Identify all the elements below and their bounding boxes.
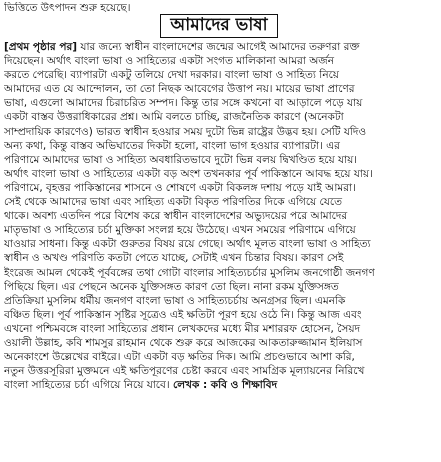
body-line: মাতৃভাষা ও সাহিত্যের চর্চা মুক্তিকা সংলগ্ন হয়ে উঠেছে। এখন সময়ের পরিণামে এগিয়ে (4, 224, 356, 237)
body-line: অর্থাৎ বাংলা ভাষা ও সাহিত্যের একটা বড় অংশ তখনকার পূর্ব পাকিস্তানে আবদ্ধ হয়ে যায়। (4, 167, 373, 180)
body-line (4, 378, 436, 392)
body-line: অন্য কথা, কিন্তু বাস্তব অভিঘাতের দিকটা হলো, বাংলা ভাগ হওয়ার ব্যাপারটা। এর (4, 139, 340, 152)
body-line: অনেকাংশে উল্লেখের বাইরে। এটা একটা বড় ক্ষতির দিক। আমি প্রচণ্ডভাবে আশা করি, (4, 351, 355, 364)
body-line: বঞ্চিত ছিল। পূর্ব পাকিস্তান সৃষ্টির সূত্রেও এই ক্ষতিটা পূরণ হয়ে ওঠে নি। কিন্তু আজ এবং (4, 308, 362, 321)
body-line: ভাষা, এগুলো আমাদের চিরাচরিত সম্পদ। কিন্তু তার সঙ্গে কখনো বা আড়ালে পড়ে যায় (4, 97, 363, 110)
body-line: সেই থেকে আমাদের ভাষা এবং সাহিত্য একটা বিকৃত পরিণতির দিকে এগিয়ে যেতে (4, 196, 342, 209)
author-byline: লেখক : কবি ও শিক্ষাবিদ (172, 379, 278, 392)
body-line: পরিণামে আমাদের ভাষা ও সাহিত্য অবধারিতভাবে দুটো ভিন্ন বলয় দ্বিখণ্ডিত হয়ে যায়। (4, 153, 358, 166)
body-line: এখনো পশ্চিমবঙ্গে বাংলা সাহিত্যের প্রধান লেখকদের মধ্যে মীর মশাররফ হোসেন, সৈয়দ (4, 322, 361, 335)
body-line: একটা বাস্তব উত্তরাধিকারের প্রশ্ন। আমি বলতে চাচ্ছি, রাজনৈতিক কারণে (অনেকটা (4, 111, 344, 124)
body-line: নতুন উত্তরসূরিরা মুক্তমনে এই ক্ষতিপূরণের চেষ্টা করবে এবং সামগ্রিক মূল্যায়নের নিরিখে (4, 365, 365, 378)
body-line: দিয়েছেন। অর্থাৎ বাংলা ভাষা ও সাহিত্যের একটা সংগত মালিকানা আমরা অর্জন (4, 55, 334, 68)
body-line: ইংরেজ আমল থেকেই পূর্ববঙ্গের তথা গোটা বাংলার সাহিত্যচর্চার মুসলিম জনগোষ্ঠী জনগণ (4, 266, 375, 279)
continuation-label: [প্রথম পৃষ্ঠার পর] (4, 41, 78, 53)
body-line: ওয়ালী উল্লাহ, কবি শামসুর রাহমান থেকে শুরু করে আজকের আকতারুজ্জামান ইলিয়াস (4, 336, 363, 349)
body-line: স্বাধীন ও অখণ্ড পরিণতি কতটা পেতে যাচ্ছে, সেটাই এখন চিন্তার বিষয়। কারণ সেই (4, 252, 344, 265)
body-line: প্রতিক্রিয়া মুসলিম ধর্মীয় জনগণ বাংলা ভাষা ও সাহিত্যচর্চায় অনগ্রসর ছিল। এমনকি (4, 294, 346, 307)
body-line: করতে পেরেছি। ব্যাপারটা একটু তলিয়ে দেখা দরকার। বাংলা ভাষা ও সাহিত্য নিয়ে (4, 69, 339, 82)
article-title (160, 14, 278, 38)
body-line (4, 40, 436, 54)
body-line: পিছিয়ে ছিল। এর পেছনে অনেক যুক্তিসঙ্গত কারণ তো ছিল। নানা রকম যুক্তিসঙ্গত (4, 280, 339, 293)
body-line: সাম্প্রদায়িক কারণেও) ভারত স্বাধীন হওয়ার সময় দুটো ভিন্ন রাষ্ট্রের উদ্ভব হয়। সেটি যদিও (4, 125, 367, 138)
body-line: আমাদের এত যে আন্দোলন, তা তো নিছক আবেগের উত্তাপ নয়। মায়ের ভাষা প্রাণের (4, 83, 355, 96)
body-line: যাওয়ার সাধনা। কিন্তু একটা গুরুতর বিষয় রয়ে গেছে। অর্থাৎ মূলত বাংলা ভাষা ও সাহিত্য (4, 238, 371, 251)
article-body (4, 40, 436, 392)
preceding-column-text: ভিত্তিতে উৎপাদন শুরু হয়েছে। (4, 2, 131, 14)
body-line-text: যার জন্যে স্বাধীন বাংলাদেশের জন্মের আগেই আমাদের তরুণরা রক্ত (77, 41, 360, 53)
article-title-text: আমাদের ভাষা (170, 15, 268, 35)
body-line: থাকে। অবশ্য এতদিন পরে বিশেষ করে স্বাধীন বাংলাদেশের অভ্যুদয়ের পরে আমাদের (4, 210, 348, 223)
body-line: পরিণামে, বৃহত্তর পাকিস্তানের শাসনে ও শোষণে একটা বিকলঙ্গ দশায় পড়ে যাই আমরা। (4, 181, 356, 194)
body-line-text: বাংলা সাহিত্যের চর্চা এগিয়ে নিয়ে যাবে। (4, 379, 173, 392)
